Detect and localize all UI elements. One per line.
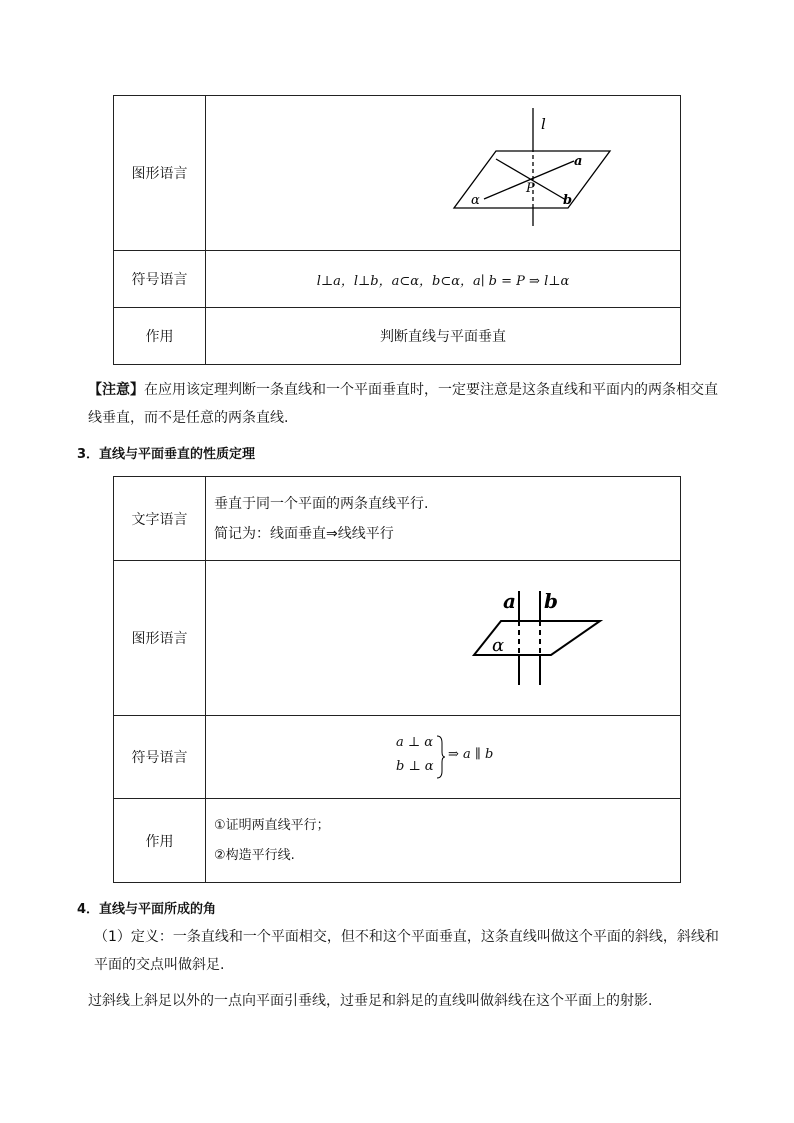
use-text: 判断直线与平面垂直 [206, 308, 681, 365]
symbol-label: 符号语言 [114, 251, 206, 308]
symbol2-row [114, 716, 681, 799]
label-alpha: α [471, 193, 480, 208]
text-line1: 垂直于同一个平面的两条直线平行. [214, 495, 429, 512]
text-label: 文字语言 [114, 477, 206, 561]
symbol-text: l⊥a，l⊥b，a⊂α，b⊂α，a∣ b = P ⇒ l⊥α [206, 251, 681, 308]
line-plane-perpendicular-figure [206, 96, 680, 246]
note-tag: 【注意】 [88, 382, 144, 398]
use-row [114, 308, 681, 365]
brace-icon [436, 735, 446, 779]
note-paragraph [88, 376, 718, 432]
text-row [114, 477, 681, 561]
definition-paragraph: （1）定义：一条直线和一个平面相交，但不和这个平面垂直，这条直线叫做这个平面的斜线，斜线和平面的交点叫做斜足. [94, 929, 719, 973]
figure2-row [114, 561, 681, 716]
label-b: b [563, 193, 573, 208]
note-text: 在应用该定理判断一条直线和一个平面垂直时，一定要注意是这条直线和平面内的两条相交直线垂直，而不是任意的两条直线. [88, 382, 718, 426]
text-cell [206, 477, 681, 561]
symbol-row [114, 251, 681, 308]
label-a2: a [503, 589, 516, 613]
label-a: a [574, 154, 583, 169]
section3-heading: 3．直线与平面垂直的性质定理 [77, 447, 256, 462]
label-l: l [541, 115, 546, 133]
use2-line1: ①证明两直线平行； [214, 817, 330, 833]
text-line2: 简记为：线面垂直⇒线线平行 [214, 525, 394, 542]
figure2-cell [206, 561, 681, 716]
label-b2: b [544, 589, 558, 613]
symbol2-line2: b ⊥ α [396, 759, 434, 774]
figure-label: 图形语言 [114, 96, 206, 251]
figure-row [114, 96, 681, 251]
parallel-lines-figure [206, 561, 680, 711]
symbol2-label: 符号语言 [114, 716, 206, 799]
label-P: P [526, 181, 535, 196]
symbol2-line1: a ⊥ α [396, 735, 434, 750]
use2-cell [206, 799, 681, 883]
figure-cell [206, 96, 681, 251]
figure2-label: 图形语言 [114, 561, 206, 716]
symbol2-system [396, 735, 536, 779]
criterion-table [113, 95, 681, 365]
symbol2-cell [206, 716, 681, 799]
use2-line2: ②构造平行线. [214, 847, 295, 863]
label-alpha2: α [492, 635, 505, 656]
symbol2-result: ⇒ a ∥ b [448, 747, 494, 762]
projection-paragraph: 过斜线上斜足以外的一点向平面引垂线，过垂足和斜足的直线叫做斜线在这个平面上的射影. [88, 993, 653, 1009]
section4-heading: 4．直线与平面所成的角 [77, 902, 217, 917]
use-label: 作用 [114, 308, 206, 365]
use2-row [114, 799, 681, 883]
use2-label: 作用 [114, 799, 206, 883]
property-table [113, 476, 681, 883]
